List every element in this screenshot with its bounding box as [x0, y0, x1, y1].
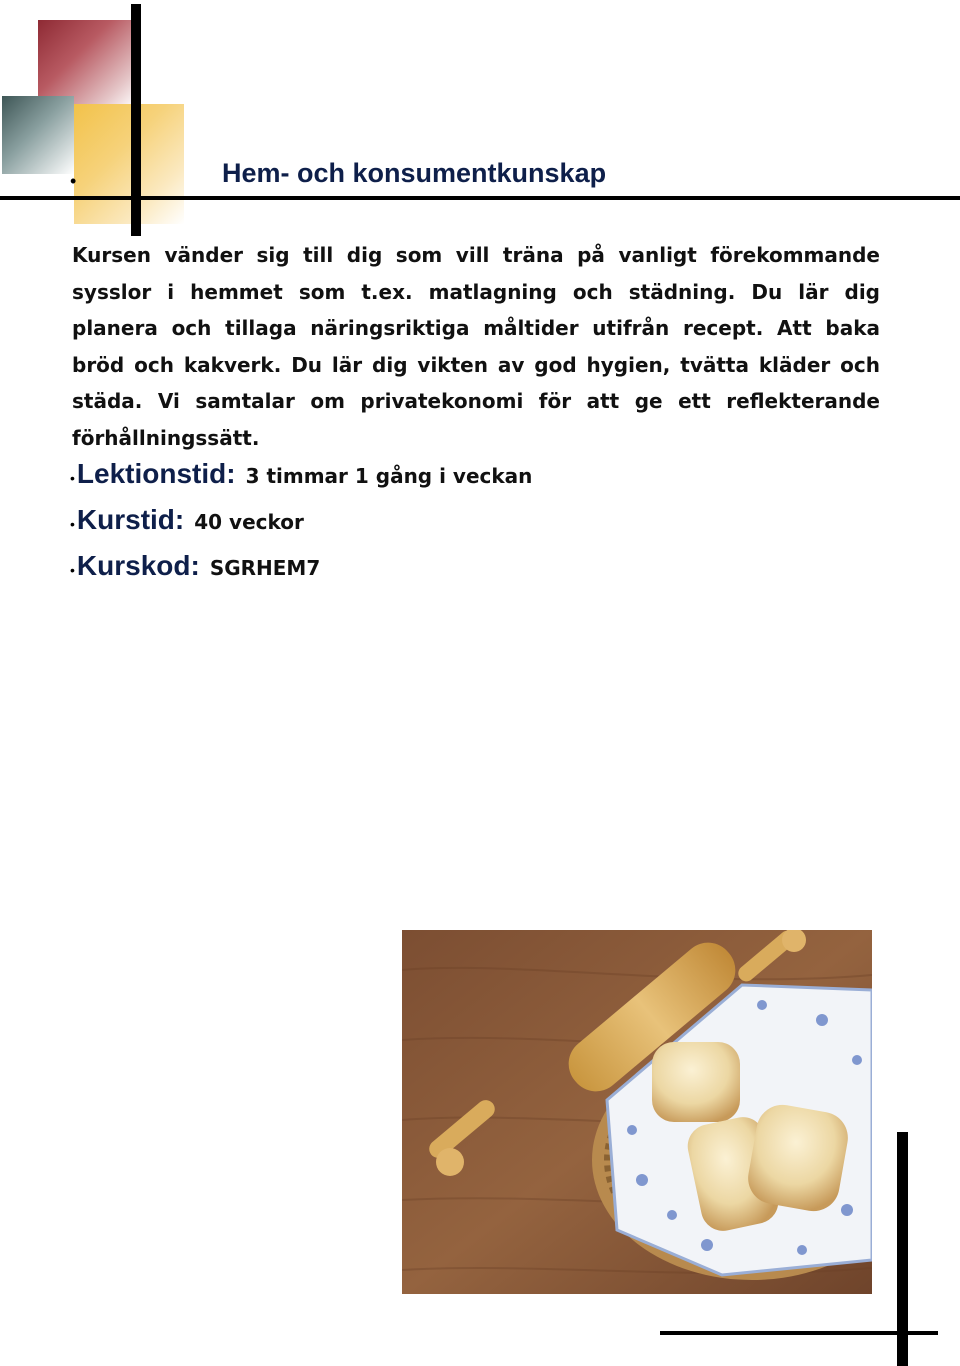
fact-course-code: [70, 550, 532, 596]
fact-lesson-time: [70, 458, 532, 504]
page-title: Hem- och konsumentkunskap: [222, 158, 607, 188]
decor-horizontal-rule-top: [0, 196, 960, 200]
fact-value: 3 timmar 1 gång i veckan: [245, 464, 533, 488]
title-bullet: •: [70, 171, 77, 191]
bread-roll: [744, 1101, 852, 1215]
bread-basket-photo: [402, 930, 872, 1294]
decor-yellow-square: [74, 104, 184, 224]
fact-course-duration: [70, 504, 532, 550]
fact-label: Kurstid:: [76, 504, 185, 535]
fact-value: 40 veckor: [194, 510, 304, 534]
fact-label: Lektionstid:: [76, 458, 236, 489]
bullet: •: [70, 516, 75, 532]
decor-vertical-bar-top: [131, 4, 141, 236]
decor-horizontal-rule-bottom: [660, 1331, 938, 1335]
fact-value: SGRHEM7: [209, 556, 321, 580]
decor-red-square: [38, 20, 136, 106]
course-facts-list: [70, 458, 532, 596]
decor-gray-square: [2, 96, 74, 174]
fact-label: Kurskod:: [76, 550, 200, 581]
bullet: •: [70, 562, 75, 578]
bullet: •: [70, 470, 75, 486]
bread-roll: [652, 1042, 740, 1122]
course-description: Kursen vänder sig till dig som vill träna på vanligt förekommande sysslor i hemmet som t.ex. matlagning och städning. Du lär dig planera och tillaga näringsriktiga måltider utifrån recept. Att baka bröd och kakverk. Du lär dig vikten av god hygien, tvätta kläder och städa. Vi samtalar om privatekonomi för att ge ett reflekterande förhållningssätt.: [72, 243, 880, 450]
